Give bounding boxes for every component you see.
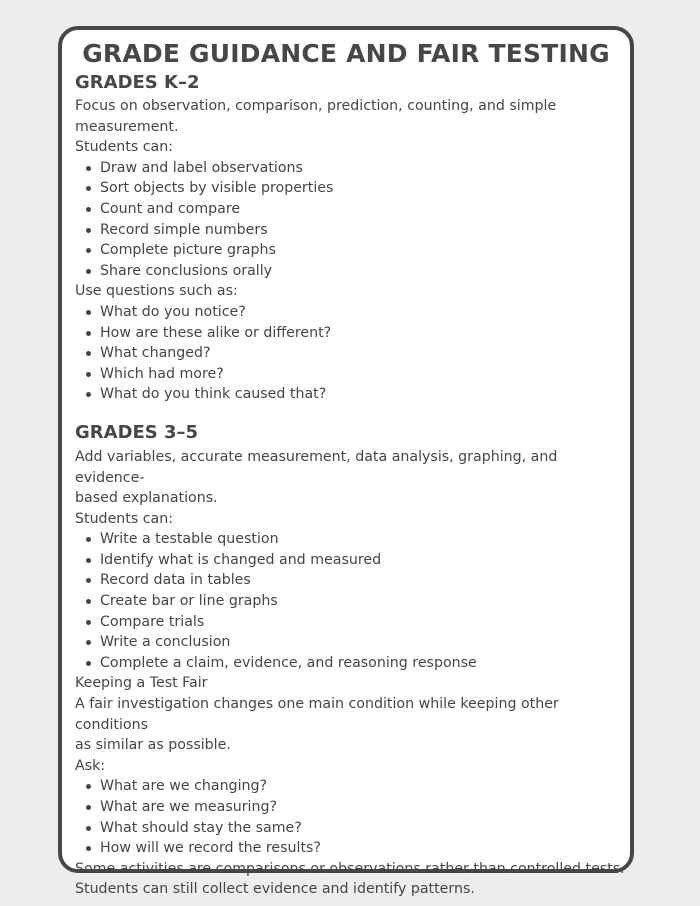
list-item: How are these alike or different? (75, 323, 625, 344)
fair-test-line-1: A fair investigation changes one main condition while keeping other conditions (75, 696, 559, 733)
k2-intro-line-1: Focus on observation, comparison, prediction, counting, and simple (75, 98, 557, 114)
section-heading-k2: GRADES K–2 (75, 72, 200, 93)
list-item: Record simple numbers (75, 220, 625, 241)
list-item: Record data in tables (75, 570, 625, 591)
k2-questions-list (75, 302, 625, 405)
list-item: What changed? (75, 343, 625, 364)
list-item: Draw and label observations (75, 158, 625, 179)
list-item: Share conclusions orally (75, 261, 625, 282)
g35-students-label: Students can: (75, 510, 174, 527)
g35-students-list (75, 529, 625, 673)
section-heading-3-5: GRADES 3–5 (75, 421, 199, 443)
list-item: Complete picture graphs (75, 240, 625, 261)
k2-intro-line-2: measurement. (75, 118, 179, 135)
list-item: Complete a claim, evidence, and reasoning response (75, 653, 625, 674)
list-item: Write a testable question (75, 529, 625, 550)
ask-label: Ask: (75, 757, 106, 774)
k2-questions-label: Use questions such as: (75, 283, 238, 300)
guidance-card (58, 26, 634, 898)
closing-line-1: Some activities are comparisons or observations rather than controlled tests. (75, 860, 625, 877)
fair-test-title: Keeping a Test Fair (75, 675, 208, 692)
fair-test-line-2: as similar as possible. (75, 737, 231, 754)
list-item: What are we measuring? (75, 797, 625, 818)
list-item: Count and compare (75, 199, 625, 220)
list-item: Identify what is changed and measured (75, 550, 625, 571)
list-item: Create bar or line graphs (75, 591, 625, 612)
list-item: Sort objects by visible properties (75, 178, 625, 199)
list-item: How will we record the results? (75, 838, 625, 859)
list-item: What do you think caused that? (75, 384, 625, 405)
card-content (75, 70, 625, 900)
list-item: Write a conclusion (75, 632, 625, 653)
ask-list (75, 776, 625, 858)
g35-intro-line-2: based explanations. (75, 490, 218, 507)
closing-line-2: Students can still collect evidence and identify patterns. (75, 881, 475, 898)
list-item: Which had more? (75, 364, 625, 385)
list-item: What do you notice? (75, 302, 625, 323)
list-item: Compare trials (75, 612, 625, 633)
list-item: What are we changing? (75, 776, 625, 797)
g35-intro-line-1: Add variables, accurate measurement, data analysis, graphing, and evidence- (75, 448, 558, 486)
k2-students-list (75, 158, 625, 282)
list-item: What should stay the same? (75, 818, 625, 839)
k2-students-label: Students can: (75, 139, 174, 156)
page-title: GRADE GUIDANCE AND FAIR TESTING (82, 39, 610, 68)
